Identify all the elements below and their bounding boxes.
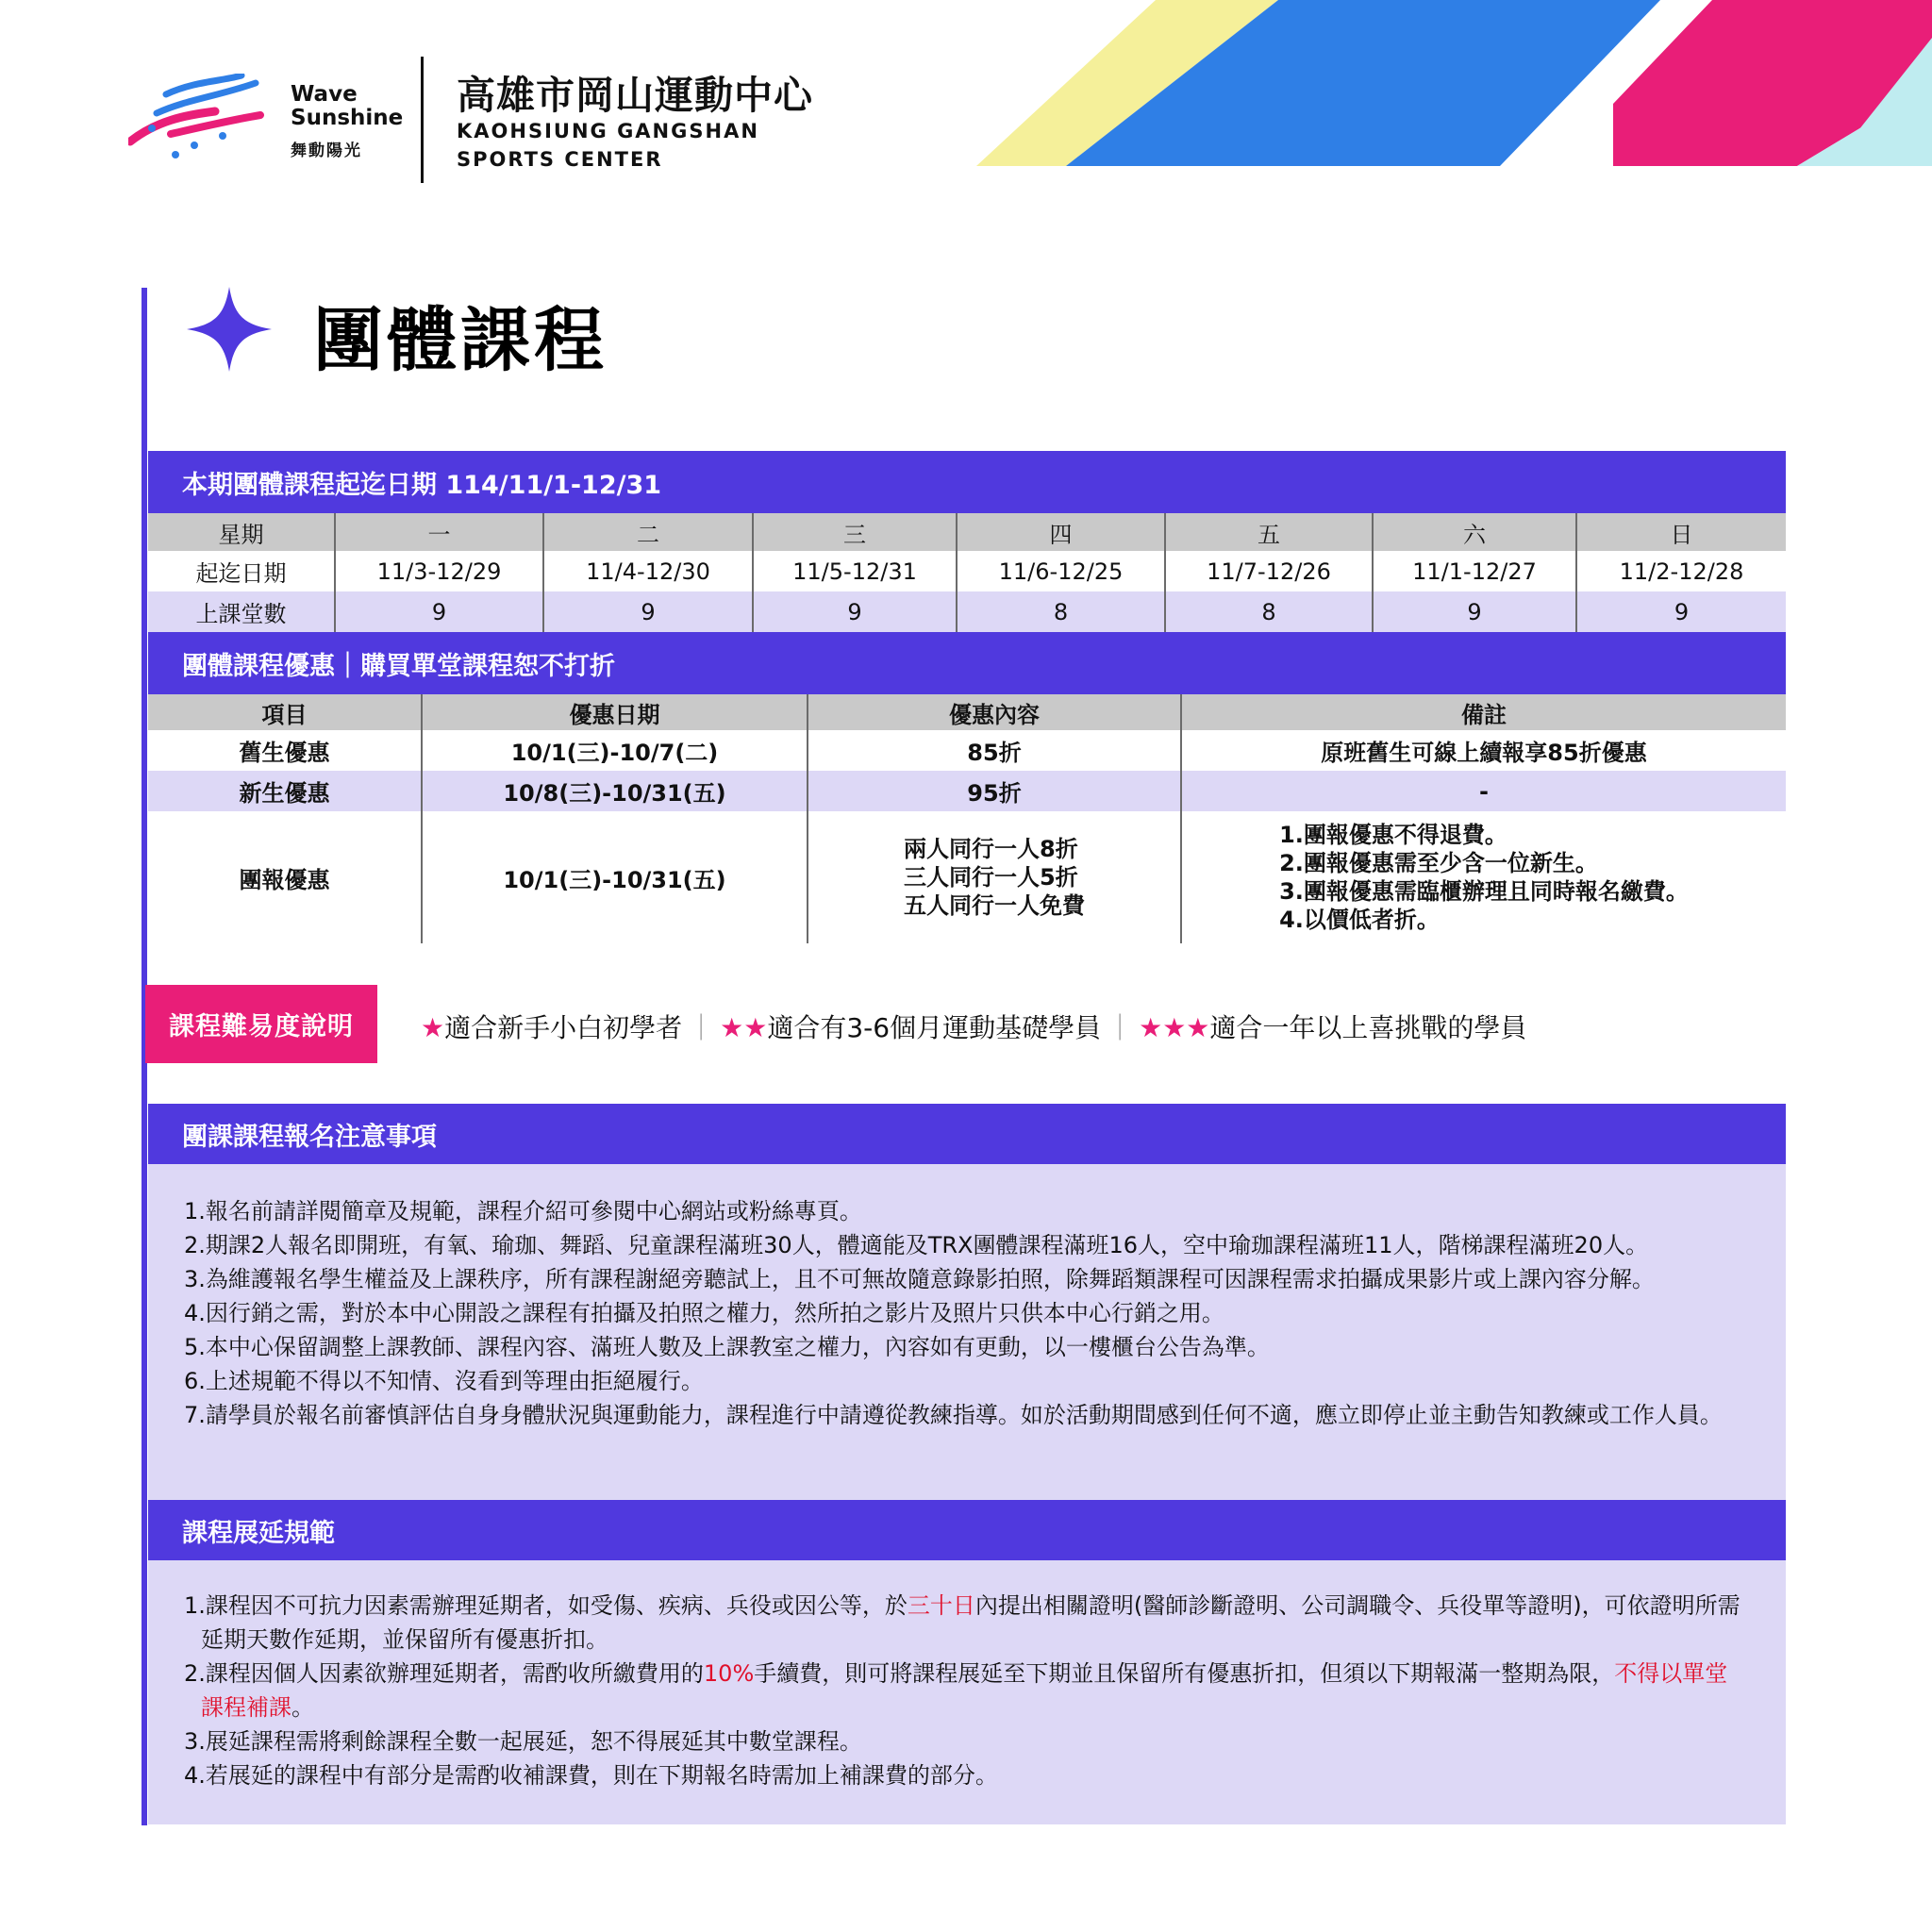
separator: ｜ bbox=[1107, 1012, 1134, 1043]
schedule-cell: 11/2-12/28 bbox=[1576, 551, 1786, 591]
column-header: 項目 bbox=[148, 694, 422, 730]
star-icon: ★★★ bbox=[1139, 1012, 1210, 1043]
schedule-cell: 四 bbox=[957, 513, 1165, 551]
header-color-shapes bbox=[976, 0, 1932, 166]
center-en-name bbox=[457, 117, 759, 174]
discount-row-returning bbox=[148, 730, 1786, 771]
schedule-cell: 二 bbox=[543, 513, 753, 551]
schedule-cell: 六 bbox=[1373, 513, 1576, 551]
note-line: 2.團報優惠需至少含一位新生。 bbox=[1279, 850, 1598, 876]
extension-list bbox=[148, 1560, 1786, 1824]
content-line: 三人同行一人5折 bbox=[904, 864, 1078, 891]
schedule-cell: 9 bbox=[543, 591, 753, 632]
notice-item: 5.本中心保留調整上課教師、課程內容、滿班人數及上課教室之權力，內容如有更動，以一樓櫃台公告為準。 bbox=[184, 1334, 1270, 1360]
center-en-line2: SPORTS CENTER bbox=[457, 148, 663, 171]
discount-item: 新生優惠 bbox=[148, 771, 422, 811]
discount-date: 10/1(三)-10/31(五) bbox=[422, 811, 808, 943]
discount-row-new bbox=[148, 771, 1786, 811]
difficulty-badge: 課程難易度說明 bbox=[145, 985, 377, 1063]
schedule-cell: 11/3-12/29 bbox=[335, 551, 543, 591]
schedule-cell: 起迄日期 bbox=[148, 551, 335, 591]
notice-item: 7.請學員於報名前審慎評估自身身體狀況與運動能力，課程進行中請遵從教練指導。如於活動期間感到任何不適，應立即停止並主動告知教練或工作人員。 bbox=[184, 1402, 1723, 1428]
extension-item: 2.課程因個人因素欲辦理延期者，需酌收所繳費用的10%手續費，則可將課程展延至下期並且保留所有優惠折扣，但須以下期報滿一整期為限，不得以單堂課程補課。 bbox=[184, 1660, 1728, 1721]
level1-text: 適合新手小白初學者 bbox=[444, 1012, 683, 1043]
discount-content: 95折 bbox=[808, 771, 1181, 811]
schedule-cell: 8 bbox=[957, 591, 1165, 632]
extension-heading: 課程展延規範 bbox=[148, 1500, 1786, 1560]
schedule-row-sessions bbox=[148, 591, 1786, 632]
page-title: 團體課程 bbox=[313, 300, 608, 381]
discount-item: 舊生優惠 bbox=[148, 730, 422, 771]
extension-item: 3.展延課程需將剩餘課程全數一起展延，恕不得展延其中數堂課程。 bbox=[184, 1728, 862, 1755]
schedule-cell: 五 bbox=[1165, 513, 1373, 551]
column-header: 優惠內容 bbox=[808, 694, 1181, 730]
schedule-cell: 一 bbox=[335, 513, 543, 551]
content-line: 兩人同行一人8折 bbox=[904, 836, 1078, 862]
diamond-icon bbox=[187, 287, 272, 372]
discount-header-row bbox=[148, 694, 1786, 730]
logo-wordmark bbox=[291, 83, 403, 163]
notice-item: 3.為維護報名學生權益及上課秩序，所有課程謝絕旁聽試上，且不可無故隨意錄影拍照，除舞蹈類課程可因課程需求拍攝成果影片或上課內容分解。 bbox=[184, 1266, 1655, 1292]
schedule-cell: 三 bbox=[753, 513, 957, 551]
center-en-line1: KAOHSIUNG GANGSHAN bbox=[457, 120, 759, 142]
discount-heading: 團體課程優惠｜購買單堂課程恕不打折 bbox=[148, 632, 1786, 694]
notice-heading: 團課課程報名注意事項 bbox=[148, 1104, 1786, 1164]
schedule-cell: 日 bbox=[1576, 513, 1786, 551]
schedule-cell: 11/5-12/31 bbox=[753, 551, 957, 591]
discount-content bbox=[808, 811, 1181, 943]
schedule-cell: 11/7-12/26 bbox=[1165, 551, 1373, 591]
difficulty-legend bbox=[421, 1008, 1526, 1045]
notice-item: 4.因行銷之需，對於本中心開設之課程有拍攝及拍照之權力，然所拍之影片及照片只供本中心行銷之用。 bbox=[184, 1300, 1224, 1326]
level3-text: 適合一年以上喜挑戰的學員 bbox=[1209, 1012, 1527, 1043]
center-name: 高雄市岡山運動中心 bbox=[457, 73, 813, 118]
schedule-cell: 8 bbox=[1165, 591, 1373, 632]
schedule-row-weekday bbox=[148, 513, 1786, 551]
star-icon: ★★ bbox=[720, 1012, 768, 1043]
discount-row-group bbox=[148, 811, 1786, 943]
schedule-cell: 9 bbox=[1576, 591, 1786, 632]
schedule-cell: 上課堂數 bbox=[148, 591, 335, 632]
logo-line2: Sunshine bbox=[291, 106, 404, 130]
schedule-cell: 9 bbox=[753, 591, 957, 632]
schedule-cell: 9 bbox=[335, 591, 543, 632]
note-line: 3.團報優惠需臨櫃辦理且同時報名繳費。 bbox=[1279, 878, 1689, 905]
schedule-table bbox=[148, 513, 1786, 632]
notice-item: 2.期課2人報名即開班，有氧、瑜珈、舞蹈、兒童課程滿班30人，體適能及TRX團體課程滿班16人，空中瑜珈課程滿班11人，階梯課程滿班20人。 bbox=[184, 1232, 1649, 1258]
schedule-cell: 11/4-12/30 bbox=[543, 551, 753, 591]
discount-note: - bbox=[1181, 771, 1786, 811]
content-line: 五人同行一人免費 bbox=[904, 892, 1085, 919]
wave-sunshine-logo-icon bbox=[128, 74, 270, 168]
level2-text: 適合有3-6個月運動基礎學員 bbox=[767, 1012, 1102, 1043]
discount-date: 10/1(三)-10/7(二) bbox=[422, 730, 808, 771]
discount-date: 10/8(三)-10/31(五) bbox=[422, 771, 808, 811]
note-line: 4.以價低者折。 bbox=[1279, 907, 1440, 933]
schedule-cell: 星期 bbox=[148, 513, 335, 551]
schedule-cell: 11/1-12/27 bbox=[1373, 551, 1576, 591]
schedule-heading: 本期團體課程起迄日期 114/11/1-12/31 bbox=[148, 451, 1786, 513]
column-header: 優惠日期 bbox=[422, 694, 808, 730]
discount-item: 團報優惠 bbox=[148, 811, 422, 943]
notice-panel bbox=[148, 1104, 1786, 1824]
notice-list bbox=[148, 1164, 1786, 1500]
note-line: 1.團報優惠不得退費。 bbox=[1279, 822, 1507, 848]
header-divider bbox=[421, 57, 424, 183]
discount-note bbox=[1181, 811, 1786, 943]
star-icon: ★ bbox=[421, 1012, 445, 1043]
separator: ｜ bbox=[688, 1012, 715, 1043]
logo-line1: Wave bbox=[291, 82, 358, 107]
extension-item: 1.課程因不可抗力因素需辦理延期者，如受傷、疾病、兵役或因公等，於三十日內提出相關證明(醫師診斷證明、公司調職令、兵役單等證明)，可依證明所需延期天數作延期，並保留所有優惠折扣。 bbox=[184, 1592, 1740, 1653]
discount-table bbox=[148, 694, 1786, 943]
schedule-panel bbox=[148, 451, 1786, 943]
column-header: 備註 bbox=[1181, 694, 1786, 730]
schedule-cell: 9 bbox=[1373, 591, 1576, 632]
schedule-cell: 11/6-12/25 bbox=[957, 551, 1165, 591]
notice-item: 6.上述規範不得以不知情、沒看到等理由拒絕履行。 bbox=[184, 1368, 704, 1394]
discount-note: 原班舊生可線上續報享85折優惠 bbox=[1181, 730, 1786, 771]
logo-cn: 舞動陽光 bbox=[291, 142, 362, 160]
schedule-row-dates bbox=[148, 551, 1786, 591]
notice-item: 1.報名前請詳閱簡章及規範，課程介紹可參閱中心網站或粉絲專頁。 bbox=[184, 1198, 862, 1224]
discount-content: 85折 bbox=[808, 730, 1181, 771]
extension-item: 4.若展延的課程中有部分是需酌收補課費，則在下期報名時需加上補課費的部分。 bbox=[184, 1762, 998, 1789]
